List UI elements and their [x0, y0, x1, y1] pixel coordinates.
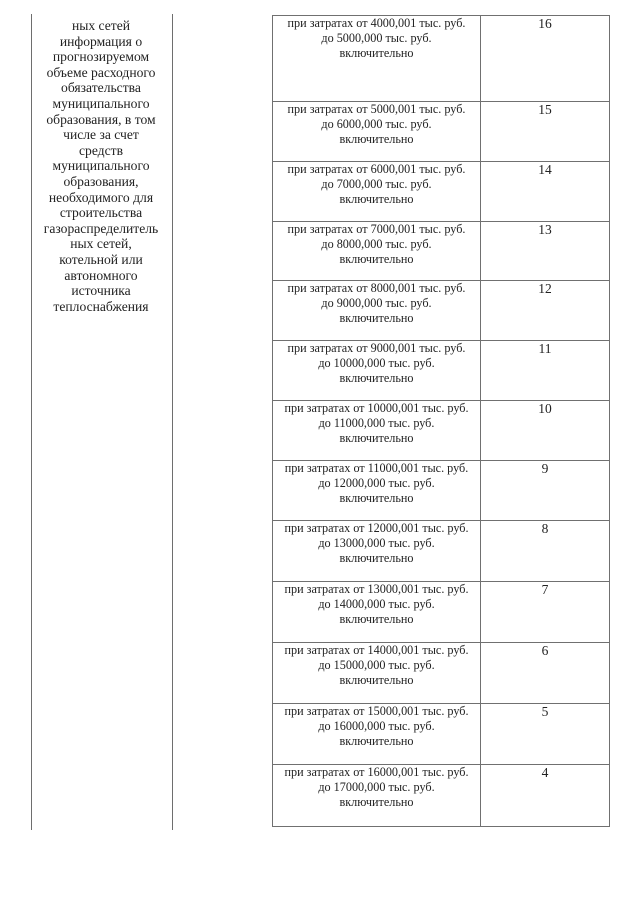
cost-range-cell — [273, 582, 481, 643]
cost-range-line: до 13000,000 тыс. руб. — [318, 536, 435, 550]
criterion-line: объеме расходного — [46, 64, 156, 80]
cost-range-line: включительно — [339, 431, 414, 445]
criterion-line: муниципального — [52, 158, 150, 174]
cost-range-cell — [273, 222, 481, 281]
cost-range-cell — [273, 16, 481, 102]
criterion-line: числе за счет — [63, 127, 139, 143]
table-row — [273, 643, 610, 704]
cost-range-cell — [273, 341, 481, 401]
table-row — [273, 341, 610, 401]
left-column-border-right — [172, 14, 173, 830]
score-cell: 11 — [481, 341, 610, 401]
cost-range-line: при затратах от 15000,001 тыс. руб. — [284, 704, 469, 718]
criterion-line: ных сетей — [71, 18, 131, 33]
criterion-line: необходимого для — [48, 189, 154, 205]
cost-range-line: до 10000,000 тыс. руб. — [318, 356, 435, 370]
cost-range-line: включительно — [339, 795, 414, 809]
criterion-line: газораспределитель — [43, 220, 159, 236]
cost-range-line: при затратах от 7000,001 тыс. руб. — [287, 222, 466, 236]
table-row — [273, 521, 610, 582]
cost-range-cell — [273, 162, 481, 222]
table-row — [273, 16, 610, 102]
cost-range-cell — [273, 102, 481, 162]
cost-range-line: включительно — [339, 132, 414, 146]
score-cell: 5 — [481, 704, 610, 765]
score-cell: 15 — [481, 102, 610, 162]
score-cell: 16 — [481, 16, 610, 102]
criterion-line: котельной или — [59, 251, 143, 267]
cost-range-cell — [273, 521, 481, 582]
criterion-line: муниципального — [52, 95, 150, 111]
cost-range-line: включительно — [339, 491, 414, 505]
cost-range-line: включительно — [339, 192, 414, 206]
table-row — [273, 704, 610, 765]
cost-range-cell — [273, 765, 481, 827]
table-row — [273, 401, 610, 461]
cost-range-line: при затратах от 6000,001 тыс. руб. — [287, 162, 466, 176]
cost-range-line: при затратах от 9000,001 тыс. руб. — [287, 341, 466, 355]
cost-range-line: при затратах от 10000,001 тыс. руб. — [284, 401, 469, 415]
cost-range-line: при затратах от 11000,001 тыс. руб. — [284, 461, 469, 475]
criterion-line: образования, — [63, 173, 139, 189]
criterion-line: источника — [71, 283, 131, 299]
cost-range-line: до 11000,000 тыс. руб. — [318, 416, 435, 430]
cost-range-line: при затратах от 8000,001 тыс. руб. — [287, 281, 466, 295]
cost-range-line: при затратах от 12000,001 тыс. руб. — [284, 521, 469, 535]
score-cell: 4 — [481, 765, 610, 827]
table-row — [273, 281, 610, 341]
score-cell: 8 — [481, 521, 610, 582]
cost-range-line: до 12000,000 тыс. руб. — [318, 476, 435, 490]
cost-range-line: включительно — [339, 734, 414, 748]
cost-range-cell — [273, 401, 481, 461]
cost-range-line: до 17000,000 тыс. руб. — [318, 780, 435, 794]
cost-range-line: до 7000,000 тыс. руб. — [321, 177, 432, 191]
table-row — [273, 461, 610, 521]
cost-range-line: до 15000,000 тыс. руб. — [318, 658, 435, 672]
cost-range-line: при затратах от 14000,001 тыс. руб. — [284, 643, 469, 657]
cost-range-line: до 5000,000 тыс. руб. — [321, 31, 432, 45]
table-row — [273, 162, 610, 222]
table-row — [273, 102, 610, 162]
score-cell: 6 — [481, 643, 610, 704]
criterion-line: средств — [79, 142, 123, 158]
cost-range-line: до 16000,000 тыс. руб. — [318, 719, 435, 733]
cost-range-cell — [273, 461, 481, 521]
cost-range-line: до 8000,000 тыс. руб. — [321, 237, 432, 251]
cost-range-line: до 6000,000 тыс. руб. — [321, 117, 432, 131]
cost-range-line: включительно — [339, 252, 414, 266]
score-cell: 9 — [481, 461, 610, 521]
cost-range-line: включительно — [339, 612, 414, 626]
cost-range-line: включительно — [339, 551, 414, 565]
criterion-line: строительства — [59, 205, 143, 221]
score-cell: 14 — [481, 162, 610, 222]
cost-range-line: до 14000,000 тыс. руб. — [318, 597, 435, 611]
cost-range-line: при затратах от 4000,001 тыс. руб. — [287, 16, 466, 30]
criterion-description — [32, 18, 170, 314]
score-cell: 7 — [481, 582, 610, 643]
cost-range-line: при затратах от 13000,001 тыс. руб. — [284, 582, 469, 596]
cost-range-cell — [273, 643, 481, 704]
cost-range-line: при затратах от 5000,001 тыс. руб. — [287, 102, 466, 116]
cost-range-line: при затратах от 16000,001 тыс. руб. — [284, 765, 469, 779]
criterion-line: теплоснабжения — [53, 298, 149, 314]
criterion-line: автономного — [64, 267, 138, 283]
cost-range-line: включительно — [339, 673, 414, 687]
criterion-line: прогнозируемом — [52, 49, 150, 65]
cost-score-table — [272, 15, 610, 827]
cost-range-line: включительно — [339, 311, 414, 325]
table-row — [273, 582, 610, 643]
cost-range-line: включительно — [339, 371, 414, 385]
score-cell: 12 — [481, 281, 610, 341]
table-row — [273, 222, 610, 281]
table-row — [273, 765, 610, 827]
score-cell: 13 — [481, 222, 610, 281]
criterion-line: ных сетей, — [70, 236, 132, 252]
criterion-line: информация о — [59, 33, 143, 49]
cost-range-cell — [273, 281, 481, 341]
score-cell: 10 — [481, 401, 610, 461]
cost-range-line: включительно — [339, 46, 414, 60]
criterion-line: обязательства — [61, 80, 141, 96]
criterion-line: образования, в том — [46, 111, 156, 127]
cost-range-cell — [273, 704, 481, 765]
cost-range-line: до 9000,000 тыс. руб. — [321, 296, 432, 310]
